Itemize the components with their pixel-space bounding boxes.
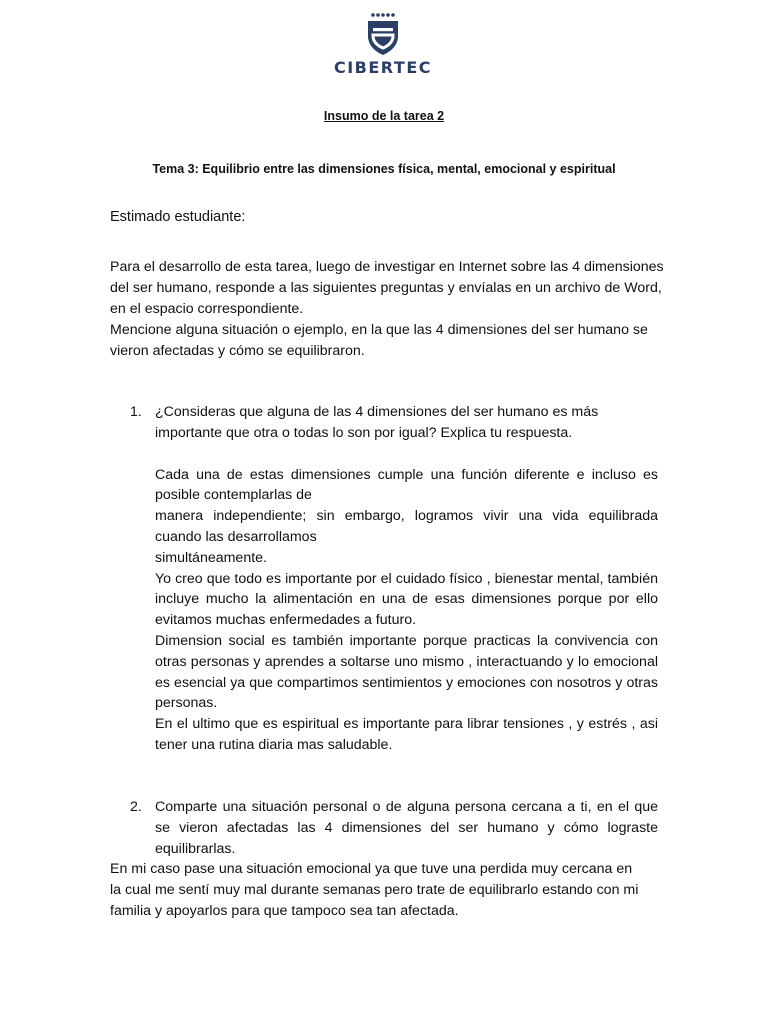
question-text: ¿Consideras que alguna de las 4 dimensiones del ser humano es más importante que otra o todas lo son por igual? Explica tu respuesta. bbox=[155, 404, 599, 441]
question-number: 1. bbox=[130, 404, 142, 420]
intro-instruction: Mencione alguna situación o ejemplo, en la que las 4 dimensiones del ser humano se vieron afectadas y cómo se equilibraron. bbox=[110, 322, 648, 359]
answer-paragraph: manera independiente; sin embargo, logramos vivir una vida equilibrada cuando las desarrollamos bbox=[155, 508, 658, 545]
brand-name: CIBERTEC bbox=[333, 58, 432, 77]
document-title: Insumo de la tarea 2 bbox=[323, 109, 445, 123]
document-subtitle: Tema 3: Equilibrio entre las dimensiones física, mental, emocional y espiritual bbox=[152, 162, 616, 176]
shield-crest-icon bbox=[363, 12, 403, 56]
intro-paragraph: Para el desarrollo de esta tarea, luego de investigar en Internet sobre las 4 dimensiones del ser humano, responde a las siguientes preguntas y envíalas en un archivo de Word, en el espacio correspondiente. bbox=[110, 259, 664, 317]
question-text: Comparte una situación personal o de alguna persona cercana a ti, en el que se vieron afectadas las 4 dimensiones del ser humano y cómo lograste equilibrarlas. bbox=[155, 799, 658, 857]
answer-paragraph: Cada una de estas dimensiones cumple una función diferente e incluso es posible contemplarlas de bbox=[155, 466, 658, 504]
intro-section bbox=[110, 257, 670, 362]
brand-logo bbox=[328, 12, 438, 77]
question-item-2 bbox=[130, 797, 658, 859]
answer-paragraph: En mi caso pase una situación emocional ya que tuve una perdida muy cercana en la cual me sentí muy mal durante semanas pero trate de equilibrarlo estando con mi familia y apoyarlos para que tampoco sea tan afectada. bbox=[110, 861, 639, 919]
greeting: Estimado estudiante: bbox=[110, 209, 246, 225]
answer-paragraph: En el ultimo que es espiritual es importante para librar tensiones , y estrés , asi tener una rutina diaria mas saludable. bbox=[155, 716, 658, 753]
answer-paragraph: Dimension social es también importante porque practicas la convivencia con otras personas y aprendes a soltarse uno mismo , interactuando y lo emocional es esencial ya que compartimos sentimientos y emociones con nosotros y otras personas. bbox=[155, 632, 658, 712]
answer-paragraph: Yo creo que todo es importante por el cuidado físico , bienestar mental, también incluye mucho la alimentación en una de esas dimensiones porque por ello evitamos muchas enfermedades a futuro. bbox=[155, 570, 658, 629]
answer-paragraph: simultáneamente. bbox=[155, 549, 267, 566]
question-item-1 bbox=[130, 402, 658, 756]
question-number: 2. bbox=[130, 799, 142, 815]
